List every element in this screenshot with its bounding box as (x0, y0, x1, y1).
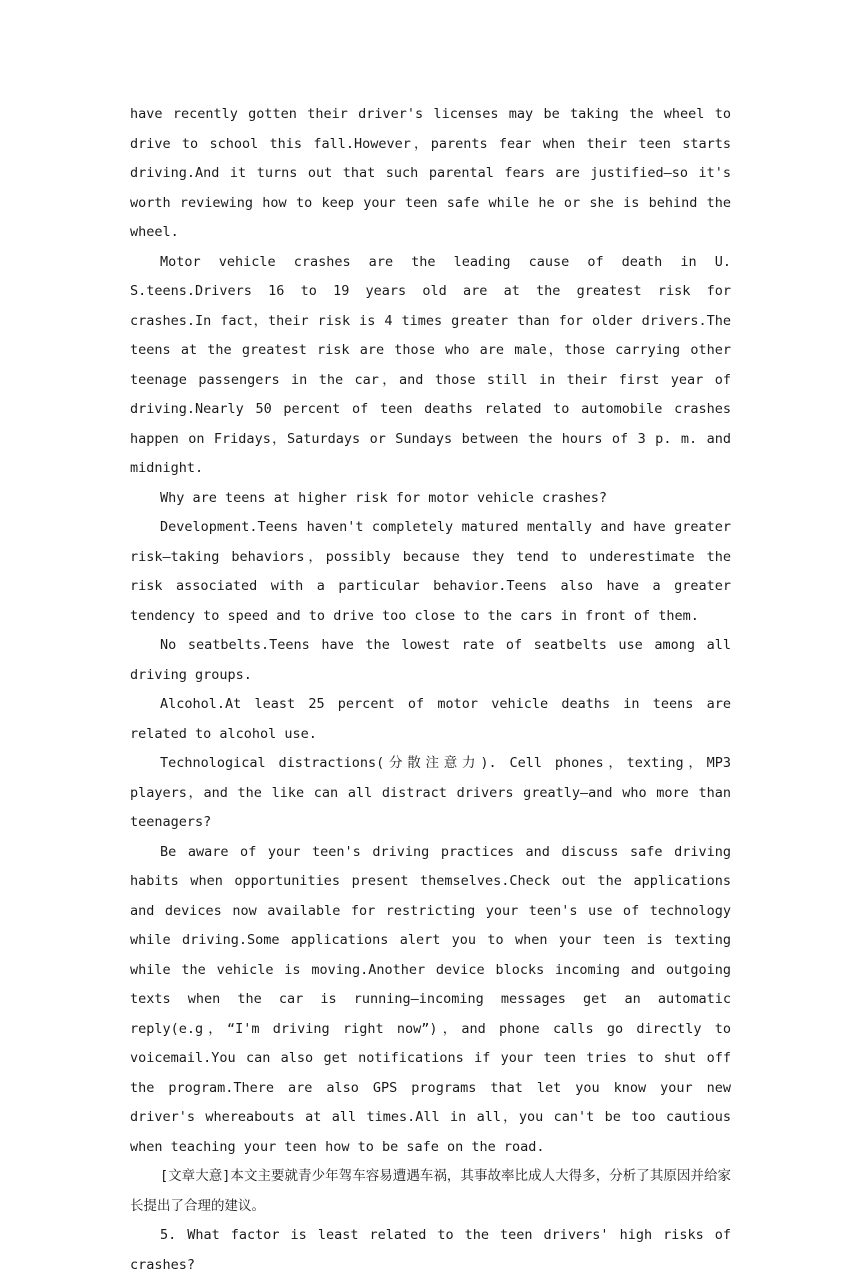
paragraph-question-why: Why are teens at higher risk for motor vehicle crashes? (160, 489, 608, 506)
paragraph-seatbelts: No seatbelts.Teens have the lowest rate of seatbelts use among all driving groups. (130, 637, 731, 683)
paragraph-distractions: Technological distractions(分散注意力). Cell phones，texting，MP3 players，and the like can all distract drivers greatly—and who more than teenagers? (130, 755, 731, 830)
paragraph-intro: have recently gotten their driver's licenses may be taking the wheel to drive to school this fall.However，parents fear when their teen starts driving.And it turns out that such parental fears are justified—so it's worth reviewing how to keep your teen safe while he or she is behind the wheel. (130, 106, 731, 240)
paragraph-advice: Be aware of your teen's driving practices and discuss safe driving habits when opportunities present themselves.Check out the applications and devices now available for restricting your teen's use of technology while driving.Some applications alert you to when your teen is texting while the vehicle is moving.Another device blocks incoming and outgoing texts when the car is running—incoming messages get an automatic reply(e.g，“I'm driving right now”)，and phone calls go directly to voicemail.You can also get notifications if your teen tries to shut off the program.There are also GPS programs that let you know your new driver's whereabouts at all times.All in all，you can't be too cautious when teaching your teen how to be safe on the road. (130, 843, 731, 1155)
document-page (130, 100, 731, 1280)
paragraph-alcohol: Alcohol.At least 25 percent of motor vehicle deaths in teens are related to alcohol use. (130, 696, 731, 742)
paragraph-development: Development.Teens haven't completely matured mentally and have greater risk—taking behaviors，possibly because they tend to underestimate the risk associated with a particular behavior.Teens also have a greater tendency to speed and to drive too close to the cars in front of them. (130, 519, 731, 624)
paragraph-crash-statistics: Motor vehicle crashes are the leading cause of death in U. S.teens.Drivers 16 to 19 years old are at the greatest risk for crashes.In fact，their risk is 4 times greater than for older drivers.The teens at the greatest risk are those who are male，those carrying other teenage passengers in the car，and those still in their first year of driving.Nearly 50 percent of teen deaths related to automobile crashes happen on Fridays，Saturdays or Sundays between the hours of 3 p. m. and midnight. (130, 253, 731, 476)
paragraph-summary: [文章大意]本文主要就青少年驾车容易遭遇车祸，其事故率比成人大得多，分析了其原因并给家长提出了合理的建议。 (130, 1168, 731, 1214)
question-5: 5. What factor is least related to the teen drivers' high risks of crashes? (130, 1227, 731, 1273)
